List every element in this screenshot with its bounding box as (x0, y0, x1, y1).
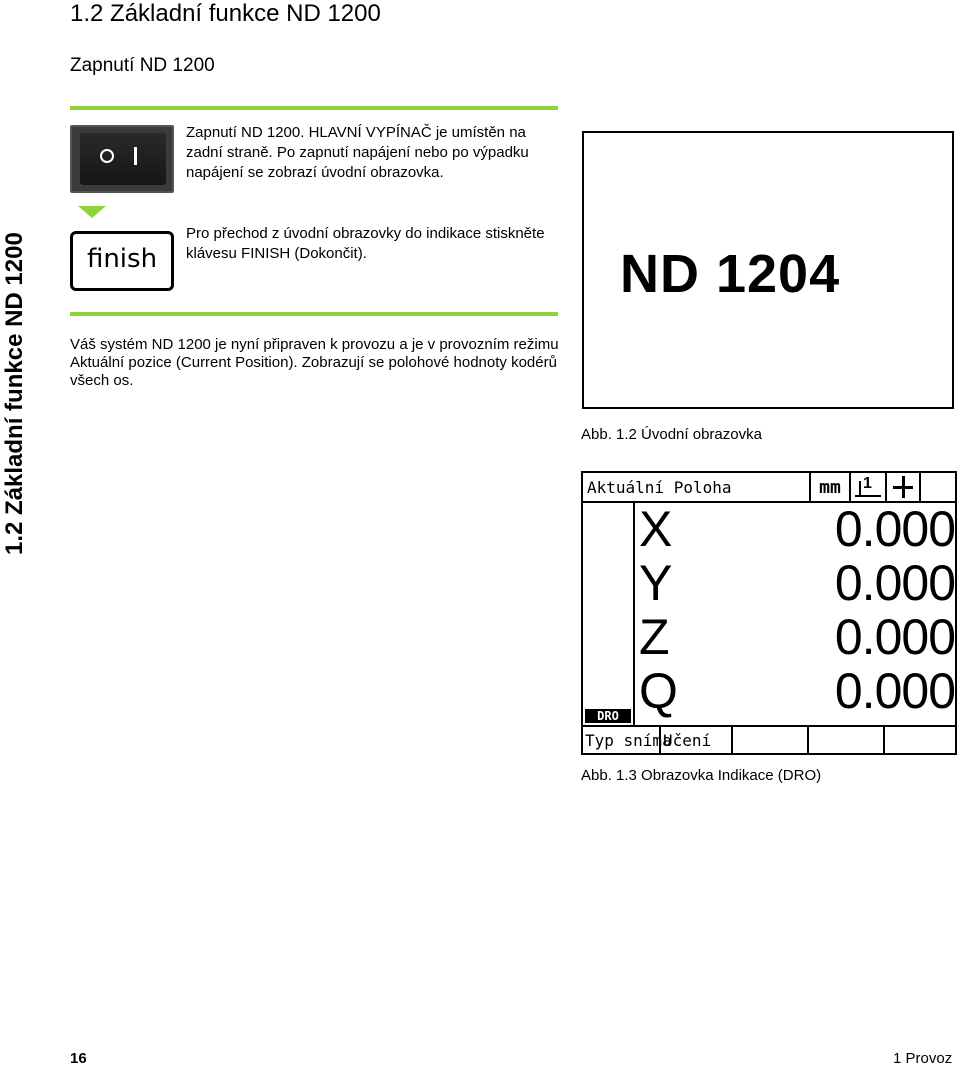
section-title: 1.2 Základní funkce ND 1200 (70, 0, 381, 27)
softkey-probe-type: Typ sníma (583, 727, 661, 755)
splash-model-name: ND 1204 (620, 244, 841, 304)
axis-label: Y (639, 555, 673, 611)
axis-label: Q (639, 663, 678, 719)
axis-row-q (635, 665, 957, 717)
dro-screen-figure (581, 471, 957, 755)
axis-value: 0.000 (834, 555, 955, 611)
status-cell-empty (919, 473, 957, 503)
chapter-label: 1 Provoz (893, 1050, 953, 1067)
side-tab-label: 1.2 Základní funkce ND 1200 (1, 232, 28, 555)
arrow-down-icon (78, 206, 106, 218)
dro-title: Aktuální Poloha (583, 473, 809, 503)
splash-screen-figure (582, 131, 954, 409)
subsection-title: Zapnutí ND 1200 (70, 55, 215, 76)
step-2-text: Pro přechod z úvodní obrazovky do indikace stiskněte klávesu FINISH (Dokončit). (186, 225, 545, 262)
softkey-bar (583, 725, 957, 755)
crosshair-icon (885, 473, 919, 503)
axis-row-x (635, 503, 957, 555)
dro-caption: Abb. 1.3 Obrazovka Indikace (DRO) (581, 767, 822, 784)
power-switch-icon (70, 125, 174, 193)
finish-key-label: finish (86, 244, 158, 274)
splash-caption: Abb. 1.2 Úvodní obrazovka (581, 426, 762, 443)
step-1-text: Zapnutí ND 1200. HLAVNÍ VYPÍNAČ je umístěn na zadní straně. Po zapnutí napájení nebo po výpadku napájení se zobrazí úvodní obrazovka. (186, 124, 529, 181)
datum-number: 1 (863, 475, 872, 492)
axis-value: 0.000 (834, 609, 955, 665)
axis-label: X (639, 501, 673, 557)
dro-left-panel (583, 503, 635, 725)
divider-top (70, 106, 558, 110)
summary-text: Váš systém ND 1200 je nyní připraven k provozu a je v provozním režimu Aktuální pozice (Current Position). Zobrazují se polohové hodnoty kodérů všech os. (70, 336, 559, 389)
axis-value: 0.000 (834, 663, 955, 719)
side-tab (0, 0, 30, 555)
mode-badge: DRO (585, 709, 631, 723)
datum-icon (849, 473, 885, 503)
axis-row-y (635, 557, 957, 609)
axis-label: Z (639, 609, 670, 665)
divider-bottom (70, 312, 558, 316)
softkey-empty-3 (733, 727, 809, 755)
softkey-empty-5 (885, 727, 957, 755)
axis-value: 0.000 (834, 501, 955, 557)
on-symbol-icon (134, 147, 137, 165)
softkey-empty-4 (809, 727, 885, 755)
units-indicator: mm (809, 473, 849, 503)
softkey-teach: Učení (661, 727, 733, 755)
page-number: 16 (70, 1050, 87, 1067)
axis-row-z (635, 611, 957, 663)
finish-key-icon (70, 231, 174, 291)
off-symbol-icon (100, 149, 114, 163)
